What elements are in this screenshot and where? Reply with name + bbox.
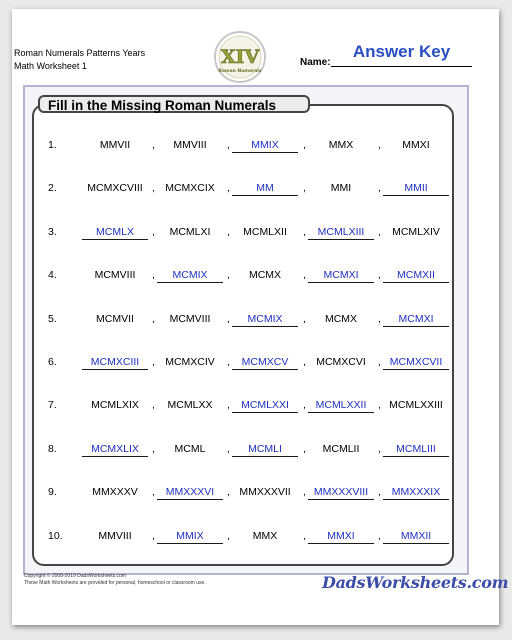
roman-numerals-logo-icon bbox=[213, 30, 267, 84]
answer-cell: MMXI bbox=[308, 530, 374, 544]
sequence-comma: , bbox=[378, 486, 381, 499]
sequence-comma: , bbox=[378, 225, 381, 238]
given-numeral: MMXXXVII bbox=[239, 486, 291, 499]
given-numeral: MMXXXV bbox=[92, 486, 138, 499]
sequence-comma: , bbox=[378, 139, 381, 151]
sequence-comma: , bbox=[227, 269, 230, 282]
given-numeral: MCMXCVI bbox=[316, 356, 366, 368]
problem-row bbox=[0, 443, 487, 459]
problem-row bbox=[0, 530, 487, 546]
footer-copyright bbox=[24, 573, 206, 587]
sequence-comma: , bbox=[152, 139, 155, 151]
sequence-comma: , bbox=[152, 356, 155, 368]
given-numeral: MCMLXX bbox=[167, 399, 213, 412]
given-numeral: MMVIII bbox=[173, 139, 207, 151]
given-numeral: MCMLXI bbox=[169, 225, 211, 238]
problem-row bbox=[0, 356, 487, 372]
answer-cell: MCMXCVII bbox=[383, 356, 449, 370]
given-numeral: MMXI bbox=[402, 139, 430, 151]
answer-cell: MCMXII bbox=[383, 269, 449, 283]
answer-cell: MM bbox=[232, 182, 298, 196]
sequence-comma: , bbox=[378, 312, 381, 325]
problem-number: 5. bbox=[48, 312, 57, 325]
given-numeral: MCMLII bbox=[322, 442, 360, 455]
sequence-comma: , bbox=[152, 486, 155, 499]
answer-cell: MCMLXXI bbox=[232, 399, 298, 413]
sequence-comma: , bbox=[303, 182, 306, 195]
answer-cell: MCMXI bbox=[383, 313, 449, 327]
sequence-comma: , bbox=[303, 486, 306, 499]
brand-part-b: Worksheets bbox=[365, 573, 467, 592]
problem-number: 6. bbox=[48, 356, 57, 368]
answer-cell: MMIX bbox=[157, 530, 223, 544]
sequence-comma: , bbox=[378, 182, 381, 195]
problem-number: 1. bbox=[48, 139, 57, 151]
name-underline bbox=[331, 66, 472, 67]
problem-number: 3. bbox=[48, 225, 57, 238]
worksheet-title-line2: Math Worksheet 1 bbox=[14, 61, 87, 71]
answer-cell: MCMXI bbox=[308, 269, 374, 283]
problem-row bbox=[0, 269, 487, 285]
dadsworksheets-brand-logo bbox=[322, 573, 508, 592]
sequence-comma: , bbox=[152, 442, 155, 455]
problem-number: 2. bbox=[48, 182, 57, 195]
answer-cell: MMXII bbox=[383, 530, 449, 544]
worksheet-title-line1: Roman Numerals Patterns Years bbox=[14, 48, 146, 58]
sequence-comma: , bbox=[303, 139, 306, 151]
sequence-comma: , bbox=[227, 442, 230, 455]
given-numeral: MCMXCVIII bbox=[87, 182, 143, 195]
name-label: Name: bbox=[300, 57, 331, 68]
brand-part-c: .com bbox=[466, 573, 509, 592]
answer-cell: MCMXLIX bbox=[82, 443, 148, 457]
answer-cell: MCMLX bbox=[82, 226, 148, 240]
problem-row bbox=[0, 226, 487, 242]
answer-key-heading: Answer Key bbox=[352, 42, 451, 61]
sequence-comma: , bbox=[303, 399, 306, 412]
given-numeral: MCMVIII bbox=[169, 312, 211, 325]
sequence-comma: , bbox=[227, 139, 230, 151]
problem-number: 4. bbox=[48, 269, 57, 282]
given-numeral: MCMLXII bbox=[243, 225, 287, 238]
given-numeral: MCMVII bbox=[96, 312, 134, 325]
sequence-comma: , bbox=[303, 529, 306, 542]
sequence-comma: , bbox=[152, 312, 155, 325]
sequence-comma: , bbox=[303, 225, 306, 238]
sequence-comma: , bbox=[152, 182, 155, 195]
sequence-comma: , bbox=[152, 399, 155, 412]
sequence-comma: , bbox=[227, 486, 230, 499]
given-numeral: MMVII bbox=[99, 139, 131, 151]
given-numeral: MCML bbox=[174, 442, 206, 455]
given-numeral: MMX bbox=[252, 529, 278, 542]
copyright-text: Copyright © 2008-2019 DadsWorksheets.com bbox=[24, 573, 126, 579]
sequence-comma: , bbox=[152, 529, 155, 542]
sequence-comma: , bbox=[378, 399, 381, 412]
sequence-comma: , bbox=[378, 269, 381, 282]
given-numeral: MCMX bbox=[324, 312, 358, 325]
given-numeral: MMX bbox=[328, 139, 354, 151]
given-numeral: MCMLXXIII bbox=[389, 399, 443, 412]
logo-numeral: XIV bbox=[220, 46, 260, 68]
problem-number: 7. bbox=[48, 399, 57, 412]
answer-cell: MCMIX bbox=[232, 313, 298, 327]
problem-row bbox=[0, 139, 487, 155]
problem-number: 8. bbox=[48, 442, 57, 455]
sequence-comma: , bbox=[227, 225, 230, 238]
brand-part-a: Dads bbox=[322, 573, 366, 592]
given-numeral: MCMVIII bbox=[94, 269, 136, 282]
sequence-comma: , bbox=[227, 356, 230, 368]
sequence-comma: , bbox=[378, 529, 381, 542]
sequence-comma: , bbox=[303, 442, 306, 455]
given-numeral: MCMX bbox=[248, 269, 282, 282]
answer-cell: MMIX bbox=[232, 139, 298, 153]
sequence-comma: , bbox=[303, 269, 306, 282]
worksheet-title bbox=[14, 47, 145, 73]
sequence-comma: , bbox=[227, 182, 230, 195]
usage-note: These Math Worksheets are provided for personal, homeschool or classroom use. bbox=[24, 580, 206, 586]
logo-subtext: Roman Numerals bbox=[218, 69, 262, 74]
answer-cell: MCMLXXII bbox=[308, 399, 374, 413]
answer-cell: MCMLIII bbox=[383, 443, 449, 457]
given-numeral: MMI bbox=[330, 182, 352, 195]
problem-row bbox=[0, 486, 487, 502]
sequence-comma: , bbox=[378, 356, 381, 368]
sequence-comma: , bbox=[152, 269, 155, 282]
given-numeral: MCMXCIX bbox=[165, 182, 215, 195]
given-numeral: MCMLXIX bbox=[91, 399, 139, 412]
answer-cell: MCMXCV bbox=[232, 356, 298, 370]
problem-row bbox=[0, 313, 487, 329]
sequence-comma: , bbox=[303, 356, 306, 368]
sequence-comma: , bbox=[378, 442, 381, 455]
sequence-comma: , bbox=[227, 529, 230, 542]
answer-cell: MMXXXIX bbox=[383, 486, 449, 500]
problem-number: 10. bbox=[48, 529, 63, 542]
sequence-comma: , bbox=[152, 225, 155, 238]
given-numeral: MMVIII bbox=[98, 529, 132, 542]
problem-number: 9. bbox=[48, 486, 57, 499]
sequence-comma: , bbox=[227, 399, 230, 412]
answer-cell: MMXXXVI bbox=[157, 486, 223, 500]
panel-title: Fill in the Missing Roman Numerals bbox=[38, 95, 310, 113]
answer-cell: MCMLXIII bbox=[308, 226, 374, 240]
answer-cell: MCMIX bbox=[157, 269, 223, 283]
answer-cell: MMXXXVIII bbox=[308, 486, 374, 500]
problem-row bbox=[0, 182, 487, 198]
answer-cell: MCMXCIII bbox=[82, 356, 148, 370]
answer-cell: MCMLI bbox=[232, 443, 298, 457]
sequence-comma: , bbox=[227, 312, 230, 325]
sequence-comma: , bbox=[303, 312, 306, 325]
answer-cell: MMII bbox=[383, 182, 449, 196]
given-numeral: MCMLXIV bbox=[392, 225, 440, 238]
given-numeral: MCMXCIV bbox=[165, 356, 215, 368]
problem-row bbox=[0, 399, 487, 415]
